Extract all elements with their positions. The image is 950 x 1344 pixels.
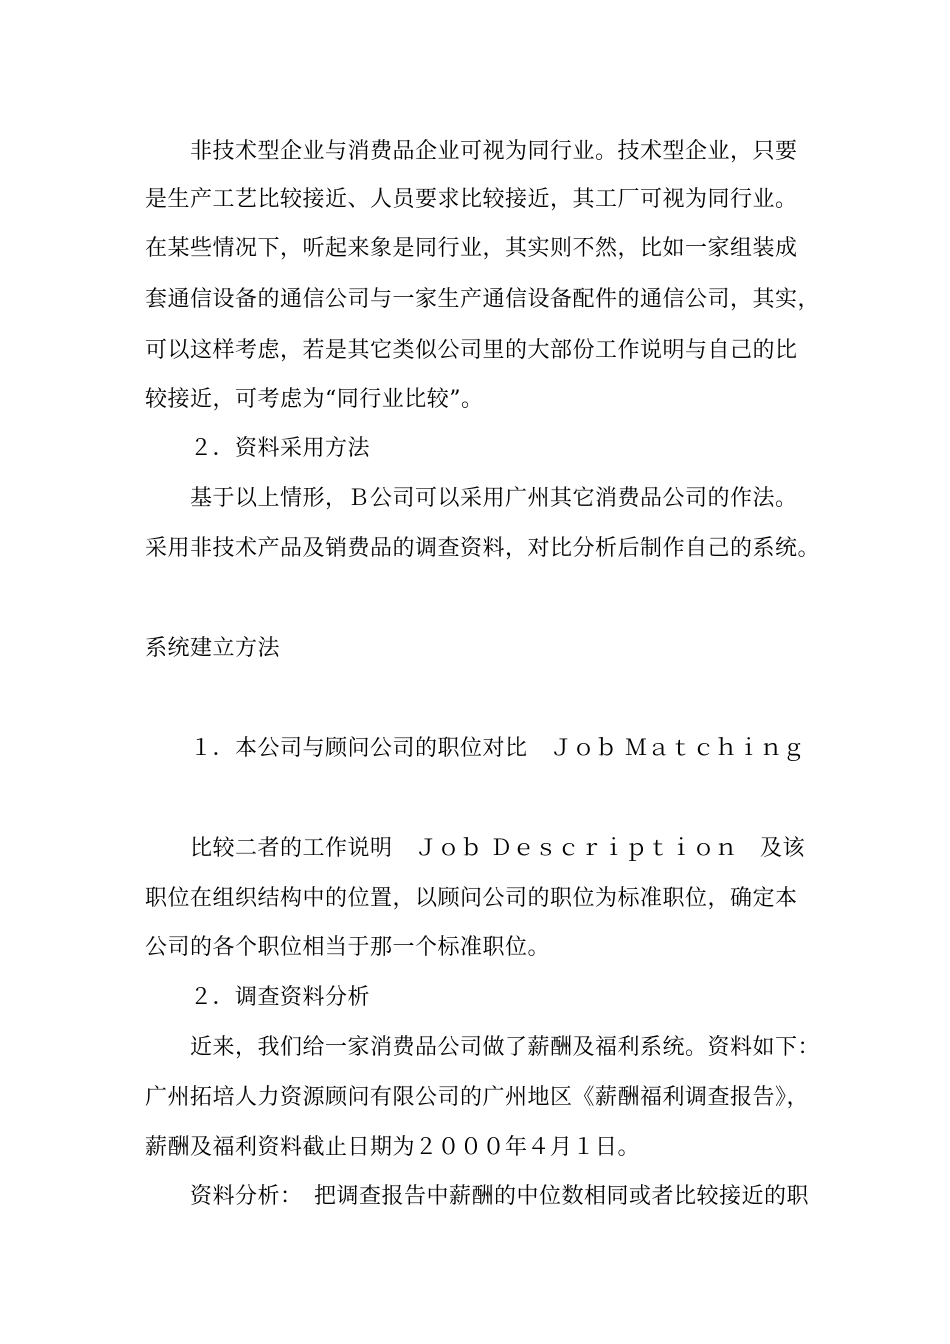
paragraph-line: 职位在组织结构中的位置，以顾问公司的职位为标准职位，确定本: [145, 886, 798, 911]
paragraph-line: 采用非技术产品及销费品的调查资料，对比分析后制作自己的系统。: [145, 536, 821, 561]
section-heading: １．本公司与顾问公司的职位对比 Ｊｏｂ Ｍａｔｃｈｉｎｇ: [190, 736, 805, 761]
paragraph-line: 广州拓培人力资源顾问有限公司的广州地区《薪酬福利调查报告》，: [145, 1085, 810, 1110]
paragraph-line: 是生产工艺比较接近、人员要求比较接近，其工厂可视为同行业。: [145, 187, 798, 212]
paragraph-line: 公司的各个职位相当于那一个标准职位。: [145, 935, 551, 960]
paragraph-line: 可以这样考虑，若是其它类似公司里的大部份工作说明与自己的比: [145, 338, 798, 363]
paragraph-line: 比较二者的工作说明 Ｊｏｂ Ｄｅｓｃｒｉｐｔｉｏｎ 及该: [190, 836, 805, 861]
paragraph-line: 基于以上情形，Ｂ公司可以采用广州其它消费品公司的作法。: [190, 486, 798, 511]
section-title: 系统建立方法: [145, 636, 281, 661]
paragraph-line: 资料分析： 把调查报告中薪酬的中位数相同或者比较接近的职: [190, 1184, 810, 1209]
paragraph-line: 在某些情况下，听起来象是同行业，其实则不然，比如一家组装成: [145, 236, 798, 261]
paragraph-line: 薪酬及福利资料截止日期为２０００年４月１日。: [145, 1135, 641, 1160]
section-heading: ２．调查资料分析: [190, 985, 371, 1010]
paragraph-line: 非技术型企业与消费品企业可视为同行业。技术型企业，只要: [190, 139, 798, 164]
paragraph-line: 近来，我们给一家消费品公司做了薪酬及福利系统。资料如下：: [190, 1035, 821, 1060]
section-heading: ２．资料采用方法: [190, 436, 371, 461]
paragraph-line: 套通信设备的通信公司与一家生产通信设备配件的通信公司，其实，: [145, 287, 821, 312]
paragraph-line: 较接近，可考虑为“同行业比较”。: [145, 387, 484, 412]
